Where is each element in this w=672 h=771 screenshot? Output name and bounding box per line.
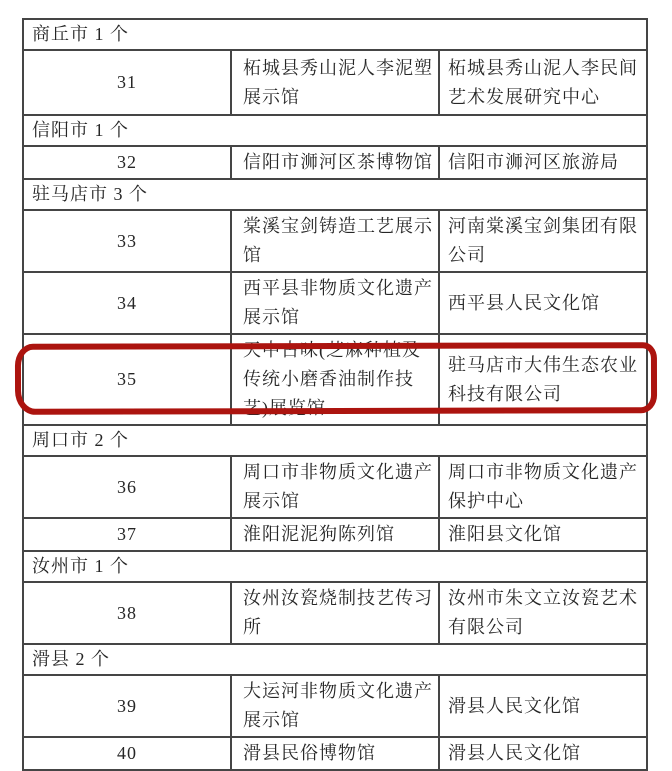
- venue-name: 汝州汝瓷烧制技艺传习所: [231, 582, 439, 644]
- venues-table: [22, 18, 648, 771]
- venue-name: 天中古味(芝麻种植及传统小磨香油制作技艺)展览馆: [231, 334, 439, 425]
- org-name: 柘城县秀山泥人李民间艺术发展研究中心: [439, 50, 647, 115]
- table-row: [23, 50, 647, 115]
- row-number: 38: [23, 582, 231, 644]
- venue-name: 淮阳泥泥狗陈列馆: [231, 518, 439, 551]
- org-name: 淮阳县文化馆: [439, 518, 647, 551]
- org-name: 汝州市朱文立汝瓷艺术有限公司: [439, 582, 647, 644]
- section-header-zhumadian: 驻马店市 3 个: [23, 179, 647, 210]
- table-row-highlighted: [23, 518, 647, 551]
- org-name: 周口市非物质文化遗产保护中心: [439, 456, 647, 518]
- table-row: [23, 334, 647, 425]
- org-name: 驻马店市大伟生态农业科技有限公司: [439, 334, 647, 425]
- section-header-xinyang: 信阳市 1 个: [23, 115, 647, 146]
- section-header-zhoukou: 周口市 2 个: [23, 425, 647, 456]
- table-row: [23, 146, 647, 179]
- row-number: 36: [23, 456, 231, 518]
- table-row: [23, 582, 647, 644]
- row-number: 32: [23, 146, 231, 179]
- section-header-row: [23, 115, 647, 146]
- section-header-row: [23, 19, 647, 50]
- venue-name: 信阳市浉河区茶博物馆: [231, 146, 439, 179]
- org-name: 滑县人民文化馆: [439, 675, 647, 737]
- row-number: 40: [23, 737, 231, 770]
- row-number: 33: [23, 210, 231, 272]
- section-header-huaxian: 滑县 2 个: [23, 644, 647, 675]
- table-row: [23, 737, 647, 770]
- section-header-ruzhou: 汝州市 1 个: [23, 551, 647, 582]
- section-header-row: [23, 179, 647, 210]
- row-number: 31: [23, 50, 231, 115]
- table-row: [23, 210, 647, 272]
- table-row: [23, 272, 647, 334]
- venue-name: 周口市非物质文化遗产展示馆: [231, 456, 439, 518]
- table-row: [23, 675, 647, 737]
- venue-name: 棠溪宝剑铸造工艺展示馆: [231, 210, 439, 272]
- venue-name: 柘城县秀山泥人李泥塑展示馆: [231, 50, 439, 115]
- row-number: 35: [23, 334, 231, 425]
- row-number: 39: [23, 675, 231, 737]
- venues-table-wrap: [22, 18, 648, 771]
- venue-name: 大运河非物质文化遗产展示馆: [231, 675, 439, 737]
- venue-name: 滑县民俗博物馆: [231, 737, 439, 770]
- section-header-shangqiu: 商丘市 1 个: [23, 19, 647, 50]
- venue-name: 西平县非物质文化遗产展示馆: [231, 272, 439, 334]
- org-name: 河南棠溪宝剑集团有限公司: [439, 210, 647, 272]
- org-name: 滑县人民文化馆: [439, 737, 647, 770]
- row-number: 37: [23, 518, 231, 551]
- section-header-row: [23, 551, 647, 582]
- org-name: 西平县人民文化馆: [439, 272, 647, 334]
- table-row-highlighted: [23, 456, 647, 518]
- row-number: 34: [23, 272, 231, 334]
- section-header-row: [23, 425, 647, 456]
- org-name: 信阳市浉河区旅游局: [439, 146, 647, 179]
- section-header-row: [23, 644, 647, 675]
